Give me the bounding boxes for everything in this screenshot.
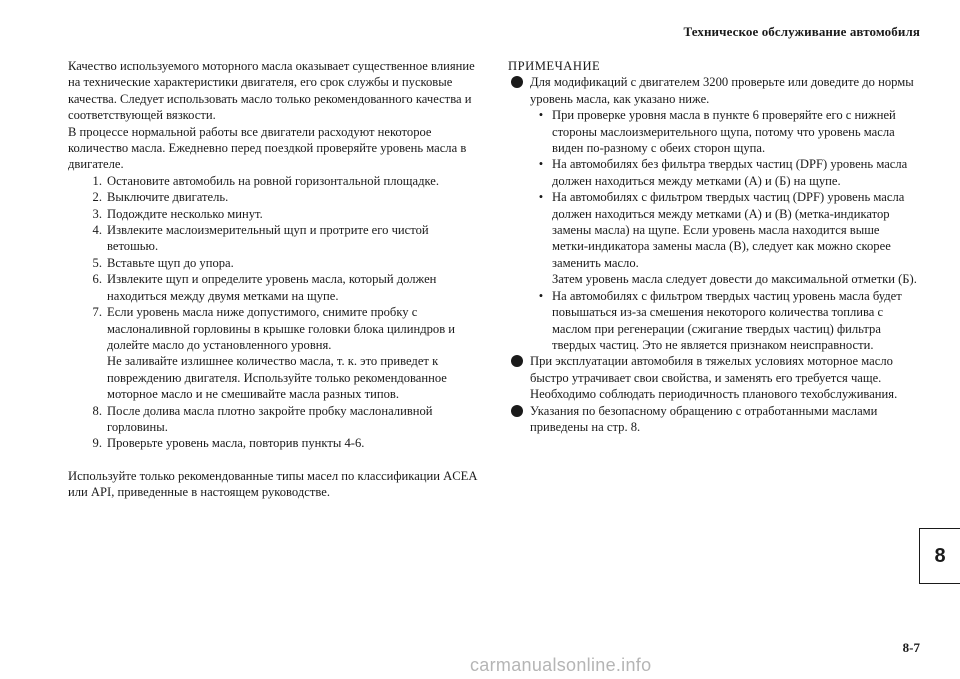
note-subitem-text: На автомобилях с фильтром твердых частиц уровень масла будет повышаться из-за смешения некоторого количества топлива с маслом при регенерации (сжигание твердых частиц) фильтра твердых частиц. Это не является признаком неисправности.	[552, 288, 902, 352]
chapter-tab: 8	[919, 528, 960, 584]
note-subitem-body	[552, 189, 918, 287]
step-warning-text: Не заливайте излишнее количество масла, т. к. это приведет к повреждению двигателя. Используйте только рекомендованное моторное масло и не смешивайте масла разных типов.	[107, 354, 447, 402]
intro-paragraph-2: В процессе нормальной работы все двигатели расходуют некоторое количество масла. Ежедневно перед поездкой проверяйте уровень масла в двигателе.	[68, 124, 467, 172]
step-number: 4.	[92, 223, 102, 238]
step-item	[68, 189, 478, 205]
step-number: 1.	[92, 173, 102, 188]
note-column	[508, 58, 918, 435]
step-text: После долива масла плотно закройте пробку маслоналивной горловины.	[107, 403, 433, 434]
step-number: 7.	[92, 305, 102, 320]
intro-paragraph: Качество используемого моторного масла оказывает существенное влияние на технические характеристики двигателя, его срок службы и пусковые качества. Следует использовать масло только рекомендованного качества и соответствующей вязкости.	[68, 59, 475, 123]
step-text: Извлеките щуп и определите уровень масла, который должен находиться между двумя метками на щупе.	[107, 272, 437, 303]
step-item	[68, 403, 478, 436]
step-number: 5.	[92, 255, 102, 270]
step-number: 8.	[92, 403, 102, 418]
step-item	[68, 304, 478, 402]
step-text: Проверьте уровень масла, повторив пункты 4-6.	[107, 436, 365, 451]
page-number: 8-7	[902, 640, 920, 655]
subitem-bullet-icon: •	[538, 157, 544, 172]
step-text: Остановите автомобиль на ровной горизонтальной площадке.	[107, 173, 440, 188]
note-subitem	[530, 288, 918, 354]
step-text: Если уровень масла ниже допустимого, снимите пробку с маслоналивной горловины в крышке головки блока цилиндров и долейте масло до установленного уровня.	[107, 305, 456, 352]
step-item	[68, 255, 478, 271]
note-bullet	[508, 403, 918, 436]
step-number: 9.	[92, 436, 102, 451]
page-header-title: Техническое обслуживание автомобиля	[683, 24, 920, 39]
note-subitem	[530, 156, 918, 189]
note-subitem-text: На автомобилях с фильтром твердых частиц (DPF) уровень масла должен находиться между метками (А) и (В) (метка-индикатор замены масла) на щупе. Если уровень масла находится выше метки-индикатора замены масла (В), следует как можно скорее заменить масло.	[552, 190, 905, 270]
step-number: 3.	[92, 206, 102, 221]
step-item	[68, 271, 478, 304]
step-text: Вставьте щуп до упора.	[107, 255, 234, 270]
step-text: Выключите двигатель.	[107, 190, 229, 205]
note-title: ПРИМЕЧАНИЕ	[508, 59, 601, 73]
step-item	[68, 222, 478, 255]
step-item	[68, 173, 478, 189]
note-bullet-text: Для модификаций с двигателем 3200 проверьте или доведите до нормы уровень масла, как указано ниже.	[530, 75, 914, 106]
step-text: Извлеките маслоизмерительный щуп и протрите его чистой ветошью.	[107, 223, 429, 254]
procedure-steps	[68, 173, 478, 452]
note-subitem	[530, 189, 918, 287]
note-bullet-text: При эксплуатации автомобиля в тяжелых условиях моторное масло быстро утрачивает свои свойства, и заменять его требуется чаще. Необходимо соблюдать периодичность планового техобслуживания.	[530, 354, 898, 402]
bullet-dot-icon	[511, 76, 523, 88]
subitem-bullet-icon: •	[538, 108, 544, 123]
step-text-block	[107, 304, 478, 402]
step-item	[68, 206, 478, 222]
note-bullet-body	[530, 74, 918, 353]
bullet-dot-icon	[511, 355, 523, 367]
note-subitem-text-2: Затем уровень масла следует довести до максимальной отметки (Б).	[552, 272, 917, 287]
note-subitem-text: На автомобилях без фильтра твердых частиц (DPF) уровень масла должен находиться между метками (А) и (Б) на щупе.	[552, 157, 908, 188]
note-bullet	[508, 353, 918, 402]
paragraph-spacer	[68, 452, 478, 468]
left-column	[68, 58, 478, 501]
step-number: 2.	[92, 190, 102, 205]
note-bullet	[508, 74, 918, 353]
note-bullet-text: Указания по безопасному обращению с отработанными маслами приведены на стр. 8.	[530, 403, 878, 434]
note-subitem-text: При проверке уровня масла в пункте 6 проверяйте его с нижней стороны маслоизмерительного щупа, потому что уровень масла виден по-разному с обеих сторон щупа.	[552, 108, 896, 156]
step-text: Подождите несколько минут.	[107, 206, 263, 221]
subitem-bullet-icon: •	[538, 288, 544, 303]
subitem-bullet-icon: •	[538, 190, 544, 205]
bullet-dot-icon	[511, 405, 523, 417]
step-item	[68, 435, 478, 451]
step-number: 6.	[92, 272, 102, 287]
watermark-text: carmanualsonline.info	[470, 655, 652, 675]
outro-paragraph: Используйте только рекомендованные типы масел по классификации ACEA или API, приведенные в настоящем руководстве.	[68, 468, 477, 500]
note-subitem	[530, 107, 918, 156]
